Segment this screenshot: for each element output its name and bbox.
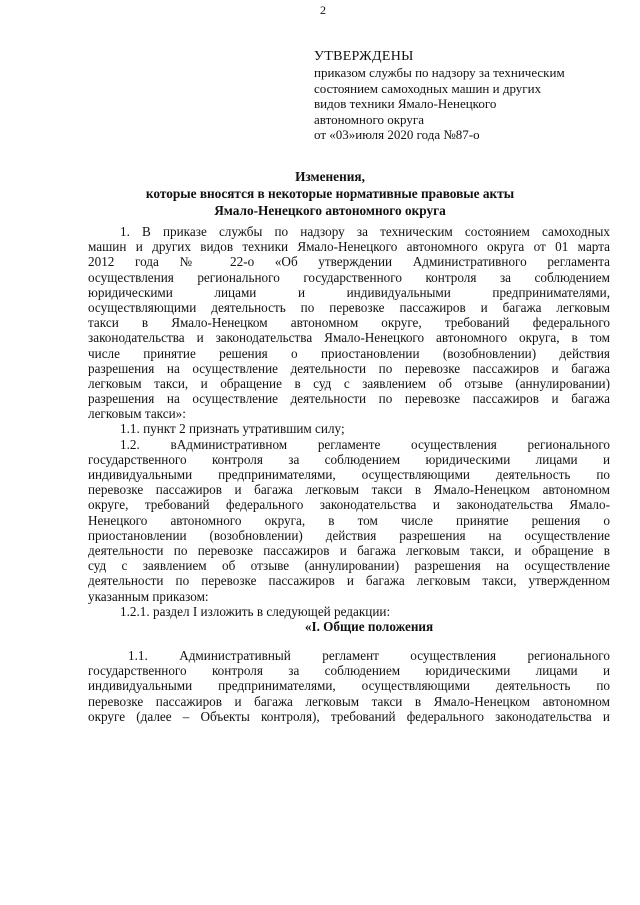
paragraph-1-line: 1. В приказе службы по надзору за техническим состоянием самоходных bbox=[120, 224, 610, 239]
paragraph-1-line: легковым такси, и обращение в суд с заявлением об отзыве (аннулировании) bbox=[88, 375, 610, 391]
item-1-2-line: государственного контроля за соблюдением юридическими лицами и bbox=[88, 451, 610, 467]
item-1-2-line: округе, требований федерального законодательства и законодательства Ямало- bbox=[88, 497, 610, 513]
item-1-1-new-line: перевозке пассажиров и багажа легковым такси в Ямало-Ненецком автономном bbox=[88, 693, 610, 709]
paragraph-1-line: осуществляющими деятельность по перевозке пассажиров и багажа легковым bbox=[88, 299, 610, 315]
paragraph-1-line: осуществления регионального государственного контроля за соблюдением bbox=[88, 269, 610, 285]
paragraph-1-line: числе принятие решения о приостановлении (возобновлении) действия bbox=[88, 345, 610, 361]
document-body bbox=[88, 224, 610, 724]
item-1-2-1: 1.2.1. раздел I изложить в следующей редакции: bbox=[120, 603, 391, 619]
item-1-2-line: приостановлении (возобновлении) действия разрешения на осуществление bbox=[88, 527, 610, 543]
item-1-2-line: указанным приказом: bbox=[88, 588, 209, 604]
approval-line: видов техники Ямало-Ненецкого bbox=[314, 96, 497, 112]
item-1-1-new-line: округе (далее – Объекты контроля), требований федерального законодательства и bbox=[88, 708, 610, 724]
paragraph-1-line: 2012 года № 22-о «Об утверждении Административного регламента bbox=[88, 254, 610, 270]
approval-line: автономного округа bbox=[314, 111, 424, 127]
item-1-2-line: деятельности по перевозке пассажиров и багажа легковым такси, и обращение в bbox=[88, 542, 610, 558]
document-title-line: Ямало-Ненецкого автономного округа bbox=[214, 203, 446, 218]
document-title-line: которые вносятся в некоторые нормативные правовые акты bbox=[145, 186, 515, 201]
section-heading: «I. Общие положения bbox=[304, 618, 434, 634]
paragraph-1-line: легковым такси»: bbox=[88, 406, 186, 422]
item-1-2-line: деятельности по перевозке пассажиров и багажа легковым такси, утвержденном bbox=[88, 573, 610, 589]
approval-line: приказом службы по надзору за техническим bbox=[314, 65, 565, 80]
paragraph-1-line: законодательства и законодательства Ямало-Ненецкого автономного округа, в том bbox=[88, 330, 610, 346]
item-1-1: 1.1. пункт 2 признать утратившим силу; bbox=[120, 421, 345, 437]
document-title-line: Изменения, bbox=[295, 169, 365, 184]
item-1-2-line: суд с заявлением об отзыве (аннулировании) разрешения на осуществление bbox=[88, 558, 610, 574]
paragraph-1-line: разрешения на осуществление деятельности по перевозке пассажиров и багажа bbox=[88, 391, 610, 407]
paragraph-1-line: такси в Ямало-Ненецком автономном округе, требований федерального bbox=[88, 315, 610, 331]
item-1-2-line: Ненецкого автономного округа, в том числе принятие решения о bbox=[88, 512, 610, 528]
page-number: 2 bbox=[320, 3, 326, 17]
item-1-1-new-line: государственного контроля за соблюдением юридическими лицами и bbox=[88, 663, 610, 679]
approval-block bbox=[314, 48, 624, 143]
approval-line: состоянием самоходных машин и других bbox=[314, 80, 542, 96]
item-1-1-new-line: 1.1. Административный регламент осуществления регионального bbox=[128, 648, 610, 664]
spacer bbox=[88, 634, 610, 648]
paragraph-1-line: машин и других видов техники Ямало-Ненецкого автономного округа от 01 марта bbox=[88, 239, 610, 255]
item-1-2-line: индивидуальными предпринимателями, осуществляющими деятельность по bbox=[88, 467, 610, 482]
item-1-1-new-line: индивидуальными предпринимателями, осуществляющими деятельность по bbox=[88, 678, 610, 694]
item-1-2-line: 1.2. вАдминистративном регламенте осуществления регионального bbox=[120, 436, 610, 452]
paragraph-1-line: юридическими лицами и индивидуальными предпринимателями, bbox=[88, 284, 610, 300]
paragraph-1-line: разрешения на осуществление деятельности по перевозке пассажиров и багажа bbox=[88, 360, 610, 376]
approval-title: УТВЕРЖДЕНЫ bbox=[314, 49, 414, 64]
item-1-2-line: перевозке пассажиров и багажа легковым такси в Ямало-Ненецком автономном bbox=[88, 482, 610, 498]
approval-line: от «03»июля 2020 года №87-о bbox=[314, 127, 480, 143]
document-title bbox=[80, 168, 580, 219]
